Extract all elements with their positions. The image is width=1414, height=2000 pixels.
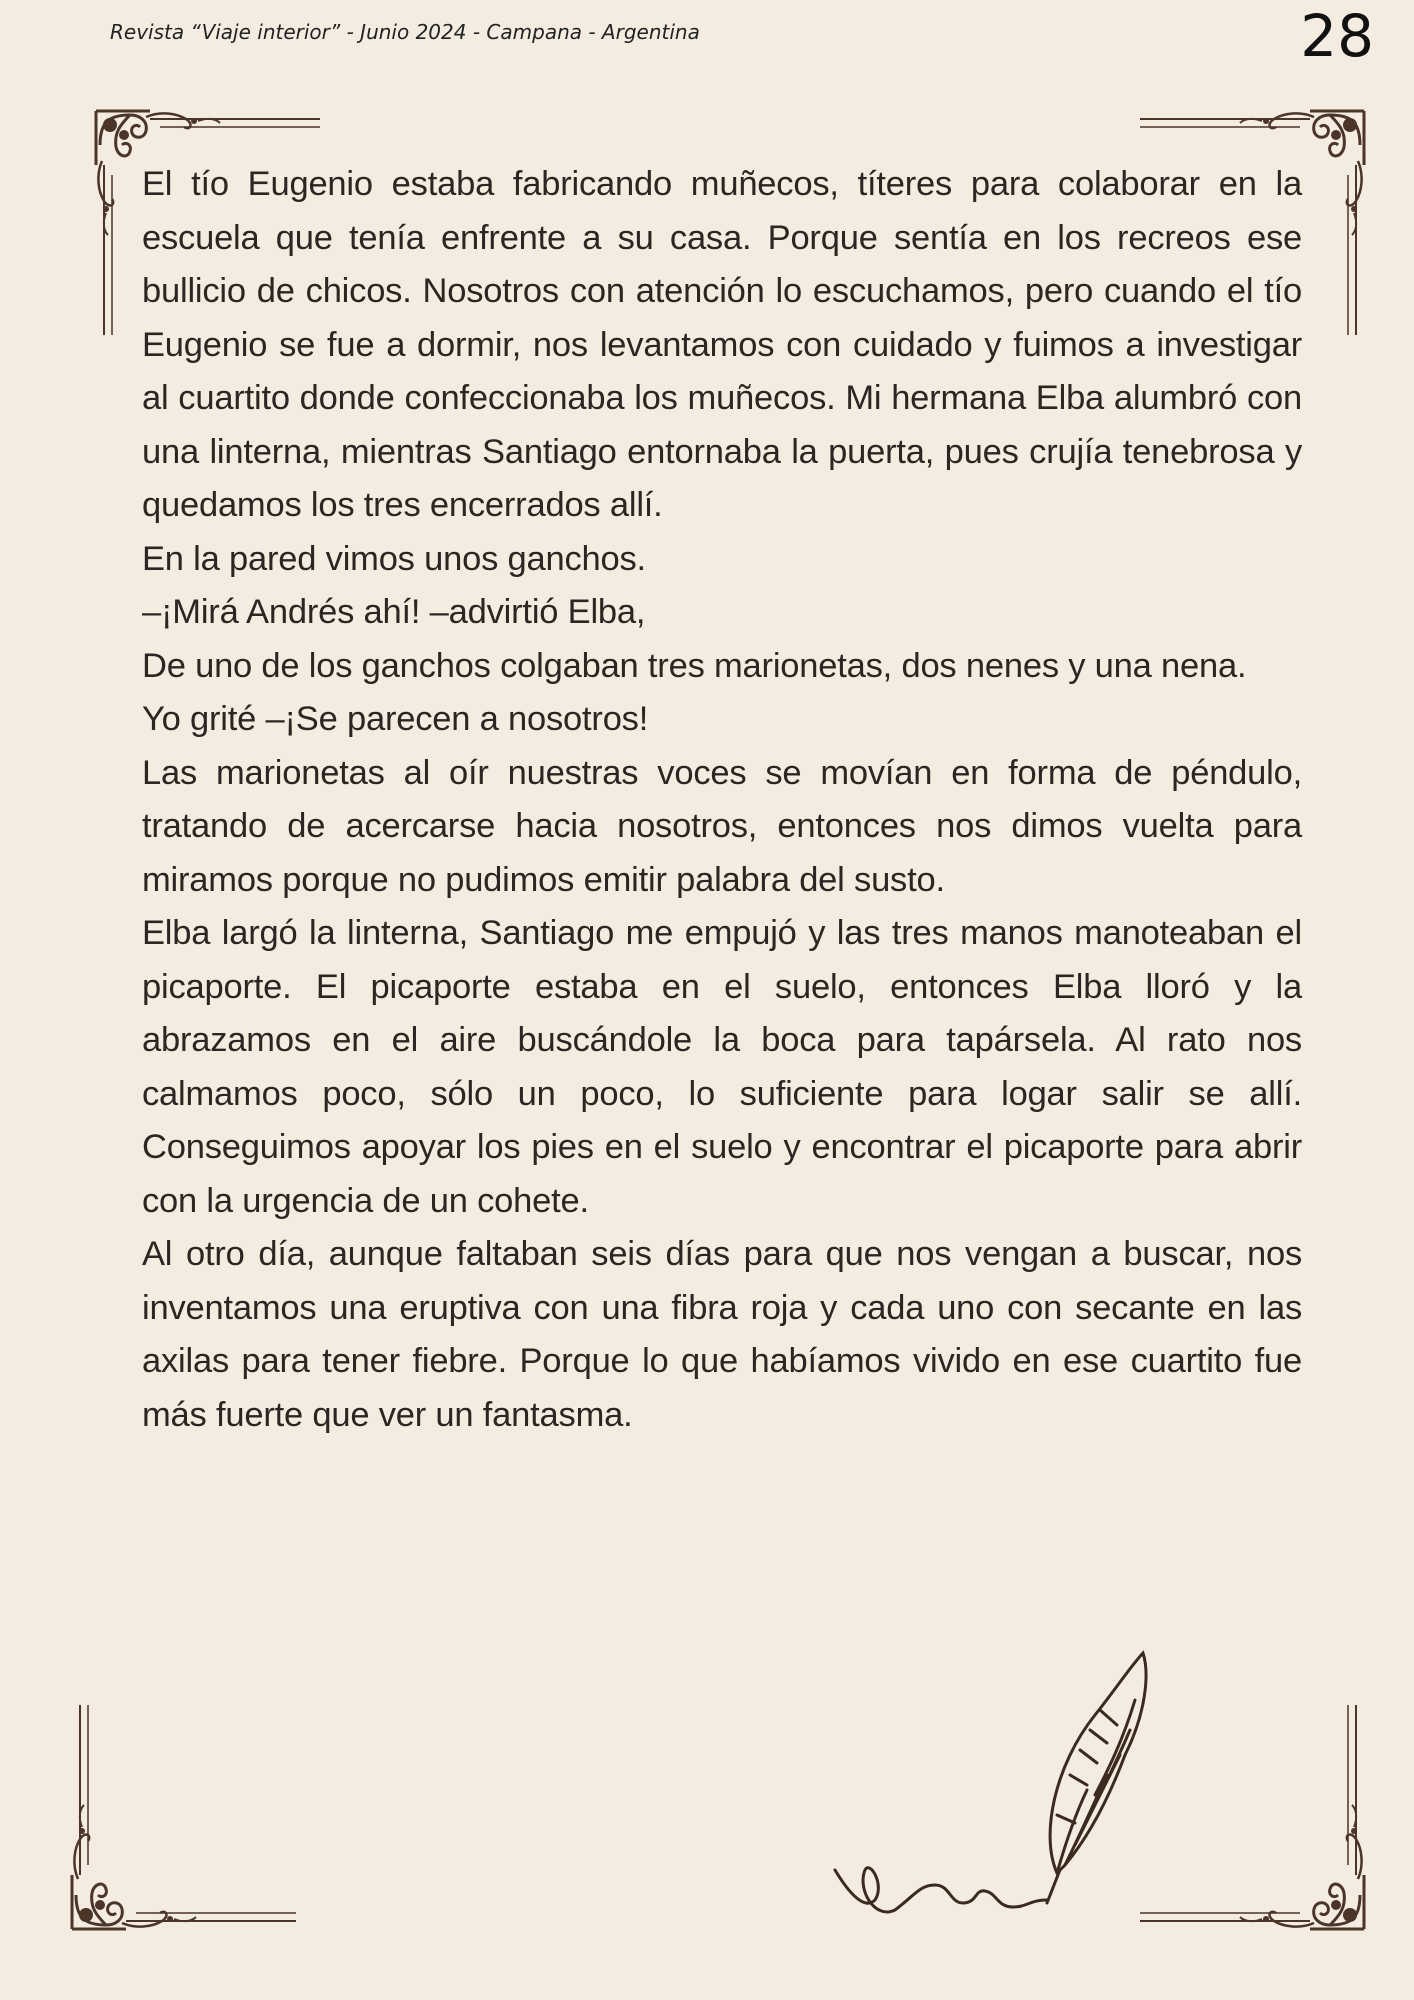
running-header: Revista “Viaje interior” - Junio 2024 - Campana - Argentina <box>110 20 700 44</box>
corner-ornament-bottom-left <box>66 1695 306 1935</box>
paragraph-6: Las marionetas al oír nuestras voces se movían en forma de péndulo, tratando de acercarse hacia nosotros, entonces nos dimos vuelta para miramos porque no pudimos emitir palabra del susto. <box>142 753 1302 899</box>
paragraph-5: Yo grité –¡Se parecen a nosotros! <box>142 700 649 738</box>
paragraph-1: El tío Eugenio estaba fabricando muñecos, títeres para colaborar en la escuela que tenía enfrente a su casa. Porque sentía en los recreos ese bullicio de chicos. Nosotros con atención lo escuchamos, pero cuando el tío Eugenio se fue a dormir, nos levantamos con cuidado y fuimos a investigar al cuartito donde confeccionaba los muñecos. Mi hermana Elba alumbró con una linterna, mientras Santiago entornaba la puerta, pues crujía tenebrosa y quedamos los tres encerrados allí. <box>142 165 1302 524</box>
page-number: 28 <box>1300 2 1374 70</box>
paragraph-4: De uno de los ganchos colgaban tres marionetas, dos nenes y una nena. <box>142 646 1247 685</box>
paragraph-3: –¡Mirá Andrés ahí! –advirtió Elba, <box>142 593 646 631</box>
story-text <box>142 158 1302 1442</box>
paragraph-7: Elba largó la linterna, Santiago me empujó y las tres manos manoteaban el picaporte. El picaporte estaba en el suelo, entonces Elba lloró y la abrazamos en el aire buscándole la boca para tapársela. Al rato nos calmamos poco, sólo un poco, lo suficiente para logar salir se allí. Conseguimos apoyar los pies en el suelo y encontrar el picaporte para abrir con la urgencia de un cohete. <box>142 914 1302 1220</box>
paragraph-8: Al otro día, aunque faltaban seis días para que nos vengan a buscar, nos inventamos una eruptiva con una fibra roja y cada uno con secante en las axilas para tener fiebre. Porque lo que habíamos vivido en ese cuartito fue más fuerte que ver un fantasma. <box>142 1235 1302 1434</box>
paragraph-2: En la pared vimos unos ganchos. <box>142 539 646 578</box>
quill-pen-signature-icon <box>825 1645 1205 1930</box>
